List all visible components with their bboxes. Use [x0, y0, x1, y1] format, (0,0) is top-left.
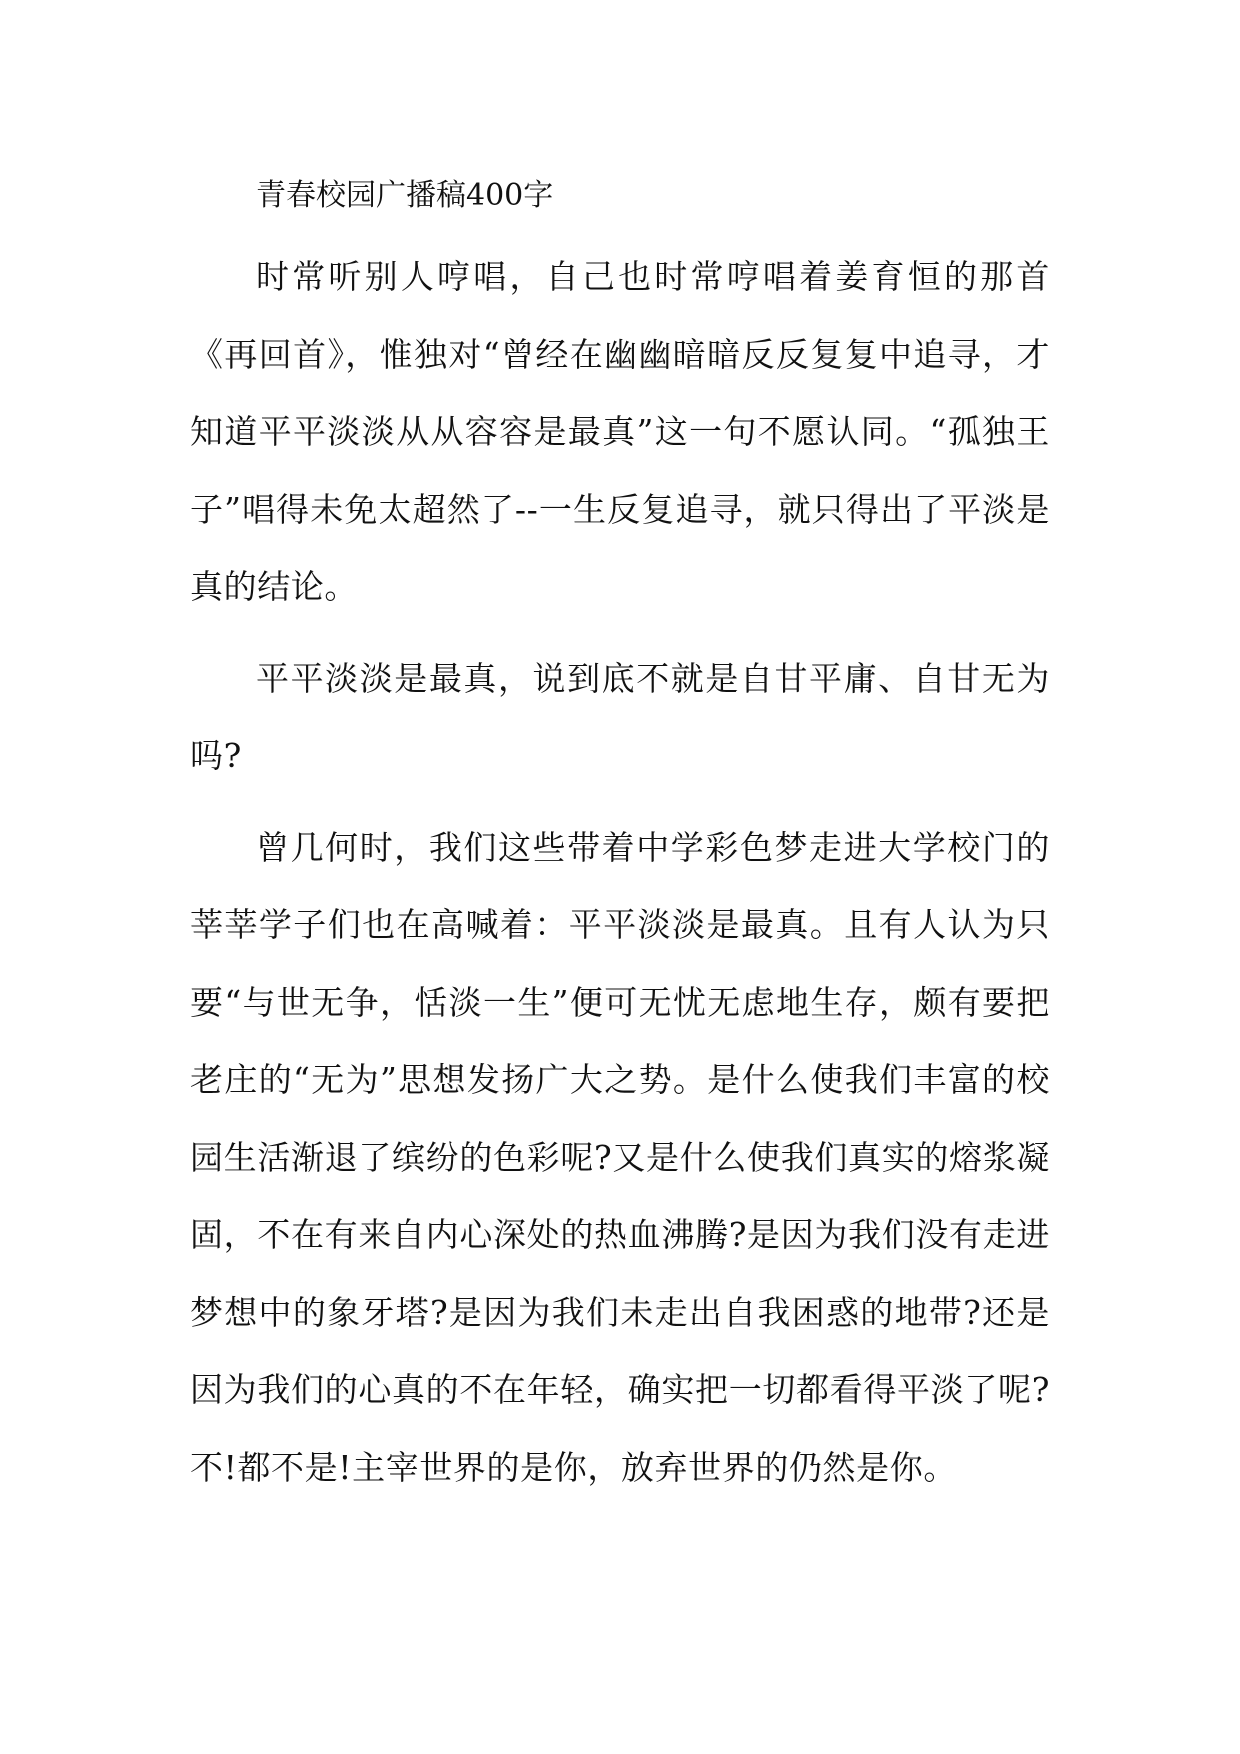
document-body	[190, 168, 1050, 1520]
paragraph-2: 平平淡淡是最真，说到底不就是自甘平庸、自甘无为吗?	[190, 658, 1050, 775]
document-title: 青春校园广播稿400字	[256, 178, 554, 213]
paragraph-1: 时常听别人哼唱，自己也时常哼唱着姜育恒的那首《再回首》，惟独对“曾经在幽幽暗暗反反复复中追寻，才知道平平淡淡从从容容是最真”这一句不愿认同。“孤独王子”唱得未免太超然了--一生反复追寻，就只得出了平淡是真的结论。	[190, 257, 1050, 606]
paragraph-3: 曾几何时，我们这些带着中学彩色梦走进大学校门的莘莘学子们也在高喊着：平平淡淡是最真。且有人认为只要“与世无争，恬淡一生”便可无忧无虑地生存，颇有要把老庄的“无为”思想发扬广大之势。是什么使我们丰富的校园生活渐退了缤纷的色彩呢?又是什么使我们真实的熔浆凝固，不在有来自内心深处的热血沸腾?是因为我们没有走进梦想中的象牙塔?是因为我们未走出自我困惑的地带?还是因为我们的心真的不在年轻，确实把一切都看得平淡了呢?不!都不是!主宰世界的是你，放弃世界的仍然是你。	[190, 827, 1050, 1487]
